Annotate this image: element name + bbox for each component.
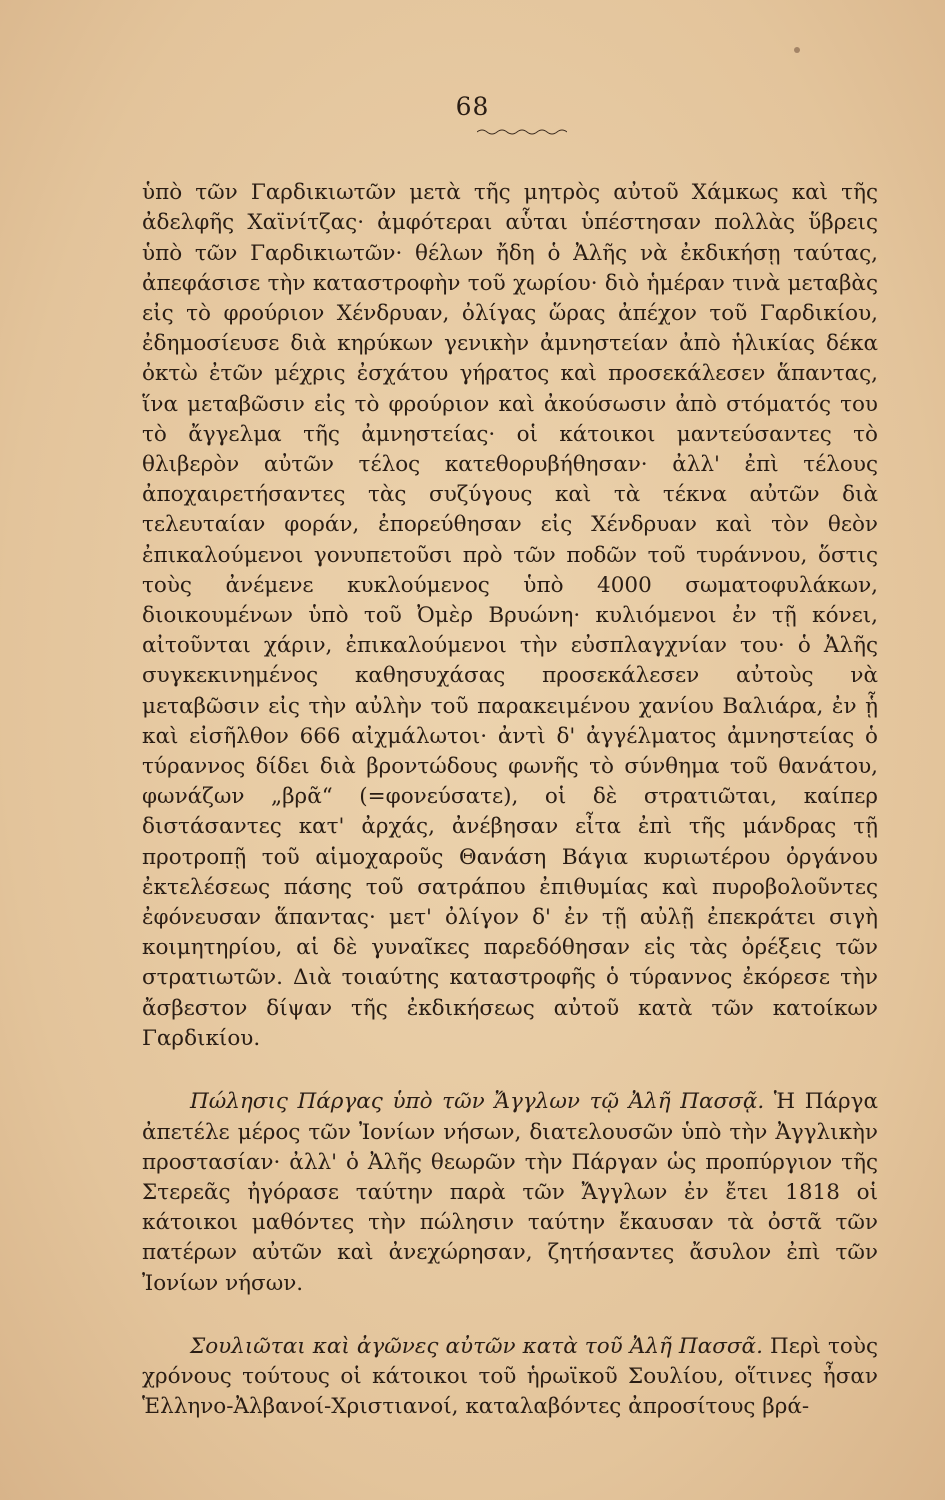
wavy-rule-ornament — [477, 128, 567, 136]
paragraph-3-text: Περὶ τοὺς χρόνους τούτους οἱ κάτοικοι τοῦ ἡρωϊκοῦ Σουλίου, οἵτινες ἦσαν Ἑλληνο-Ἀλβανοί-Χριστιανοί, καταλαβόντες ἀπροσίτους βρά- — [142, 1333, 878, 1420]
paragraph-3 — [142, 1332, 878, 1423]
ink-spot — [794, 47, 800, 53]
page-number: 68 — [455, 92, 490, 121]
paragraph-2-text: Ἡ Πάργα ἀπετέλε μέρος τῶν Ἰονίων νήσων, διατελουσῶν ὑπὸ τὴν Ἀγγλικὴν προστασίαν· ἀλλ' ὁ Ἀλῆς θεωρῶν τὴν Πάργαν ὡς προπύργιον τῆς Στερεᾶς ἠγόρασε ταύτην παρὰ τῶν Ἄγγλων ἐν ἔτει 1818 οἱ κάτοικοι μαθόντες τὴν πώλησιν ταύτην ἔκαυσαν τὰ ὀστᾶ τῶν πατέρων αὐτῶν καὶ ἀνεχώρησαν, ζητήσαντες ἄσυλον ἐπὶ τῶν Ἰονίων νήσων. — [142, 1089, 879, 1296]
paragraph-1-text: ὑπὸ τῶν Γαρδικιωτῶν μετὰ τῆς μητρὸς αὐτοῦ Χάμκως καὶ τῆς ἀδελφῆς Χαϊνίτζας· ἀμφότεραι αὗται ὑπέστησαν πολλὰς ὕβρεις ὑπὸ τῶν Γαρδικιωτῶν· θέλων ἤδη ὁ Ἀλῆς νὰ ἐκδικήσῃ ταύτας, ἀπεφάσισε τὴν καταστροφὴν τοῦ χωρίου· διὸ ἡμέραν τινὰ μεταβὰς εἰς τὸ φρούριον Χένδρυαν, ὀλίγας ὥρας ἀπέχον τοῦ Γαρδικίου, ἐδημοσίευσε διὰ κηρύκων γενικὴν ἀμνηστείαν ἀπὸ ἡλικίας δέκα ὀκτὼ ἐτῶν μέχρις ἐσχάτου γήρατος καὶ προσεκάλεσεν ἅπαντας, ἵνα μεταβῶσιν εἰς τὸ φρούριον καὶ ἀκούσωσιν ἀπὸ στόματός του τὸ ἄγγελμα τῆς ἀμνηστείας· οἱ κάτοικοι μαντεύσαντες τὸ θλιβερὸν αὐτῶν τέλος κατεθορυβήθησαν· ἀλλ' ἐπὶ τέλους ἀποχαιρετήσαντες τὰς συζύγους καὶ τὰ τέκνα αὐτῶν διὰ τελευταίαν φοράν, ἐπορεύθησαν εἰς Χένδρυαν καὶ τὸν θεὸν ἐπικαλούμενοι γονυπετοῦσι πρὸ τῶν ποδῶν τοῦ τυράννου, ὅστις τοὺς ἀνέμενε κυκλούμενος ὑπὸ 4000 σωματοφυλάκων, διοικουμένων ὑπὸ τοῦ Ὀμὲρ Βρυώνη· κυλιόμενοι ἐν τῇ κόνει, αἰτοῦνται χάριν, ἐπικαλούμενοι τὴν εὐσπλαγχνίαν του· ὁ Ἀλῆς συγκεκινημένος καθησυχάσας προσεκάλεσεν αὐτοὺς νὰ μεταβῶσιν εἰς τὴν αὐλὴν τοῦ παρακειμένου χανίου Βαλιάρα, ἐν ᾗ καὶ εἰσῆλθον 666 αἰχμάλωτοι· ἀντὶ δ' ἀγγέλματος ἀμνηστείας ὁ τύραννος δίδει διὰ βροντώδους φωνῆς τὸ σύνθημα τοῦ θανάτου, φωνάζων „βρᾶ“ (=φονεύσατε), οἱ δὲ στρατιῶται, καίπερ διστάσαντες κατ' ἀρχάς, ἀνέβησαν εἶτα ἐπὶ τῆς μάνδρας τῇ προτροπῇ τοῦ αἱμοχαροῦς Θανάση Βάγια κυριωτέρου ὀργάνου ἐκτελέσεως πάσης τοῦ σατράπου ἐπιθυμίας καὶ πυροβολοῦντες ἐφόνευσαν ἅπαντας· μετ' ὀλίγον δ' ἐν τῇ αὐλῇ ἐπεκράτει σιγὴ κοιμητηρίου, αἱ δὲ γυναῖκες παρεδόθησαν εἰς τὰς ὀρέξεις τῶν στρατιωτῶν. Διὰ τοιαύτης καταστροφῆς ὁ τύραννος ἐκόρεσε τὴν ἄσβεστον δίψαν τῆς ἐκδικήσεως αὐτοῦ κατὰ τῶν κατοίκων Γαρδικίου. — [142, 180, 878, 1051]
section-heading-parga: Πώλησις Πάργας ὑπὸ τῶν Ἄγγλων τῷ Ἀλῆ Πασσᾷ. — [190, 1089, 765, 1115]
body-text — [142, 148, 878, 1453]
section-heading-souliotes: Σουλιῶται καὶ ἀγῶνες αὐτῶν κατὰ τοῦ Ἀλῆ Πασσᾶ. — [190, 1333, 763, 1359]
paragraph-1 — [142, 178, 878, 1054]
paragraph-2 — [142, 1087, 878, 1298]
